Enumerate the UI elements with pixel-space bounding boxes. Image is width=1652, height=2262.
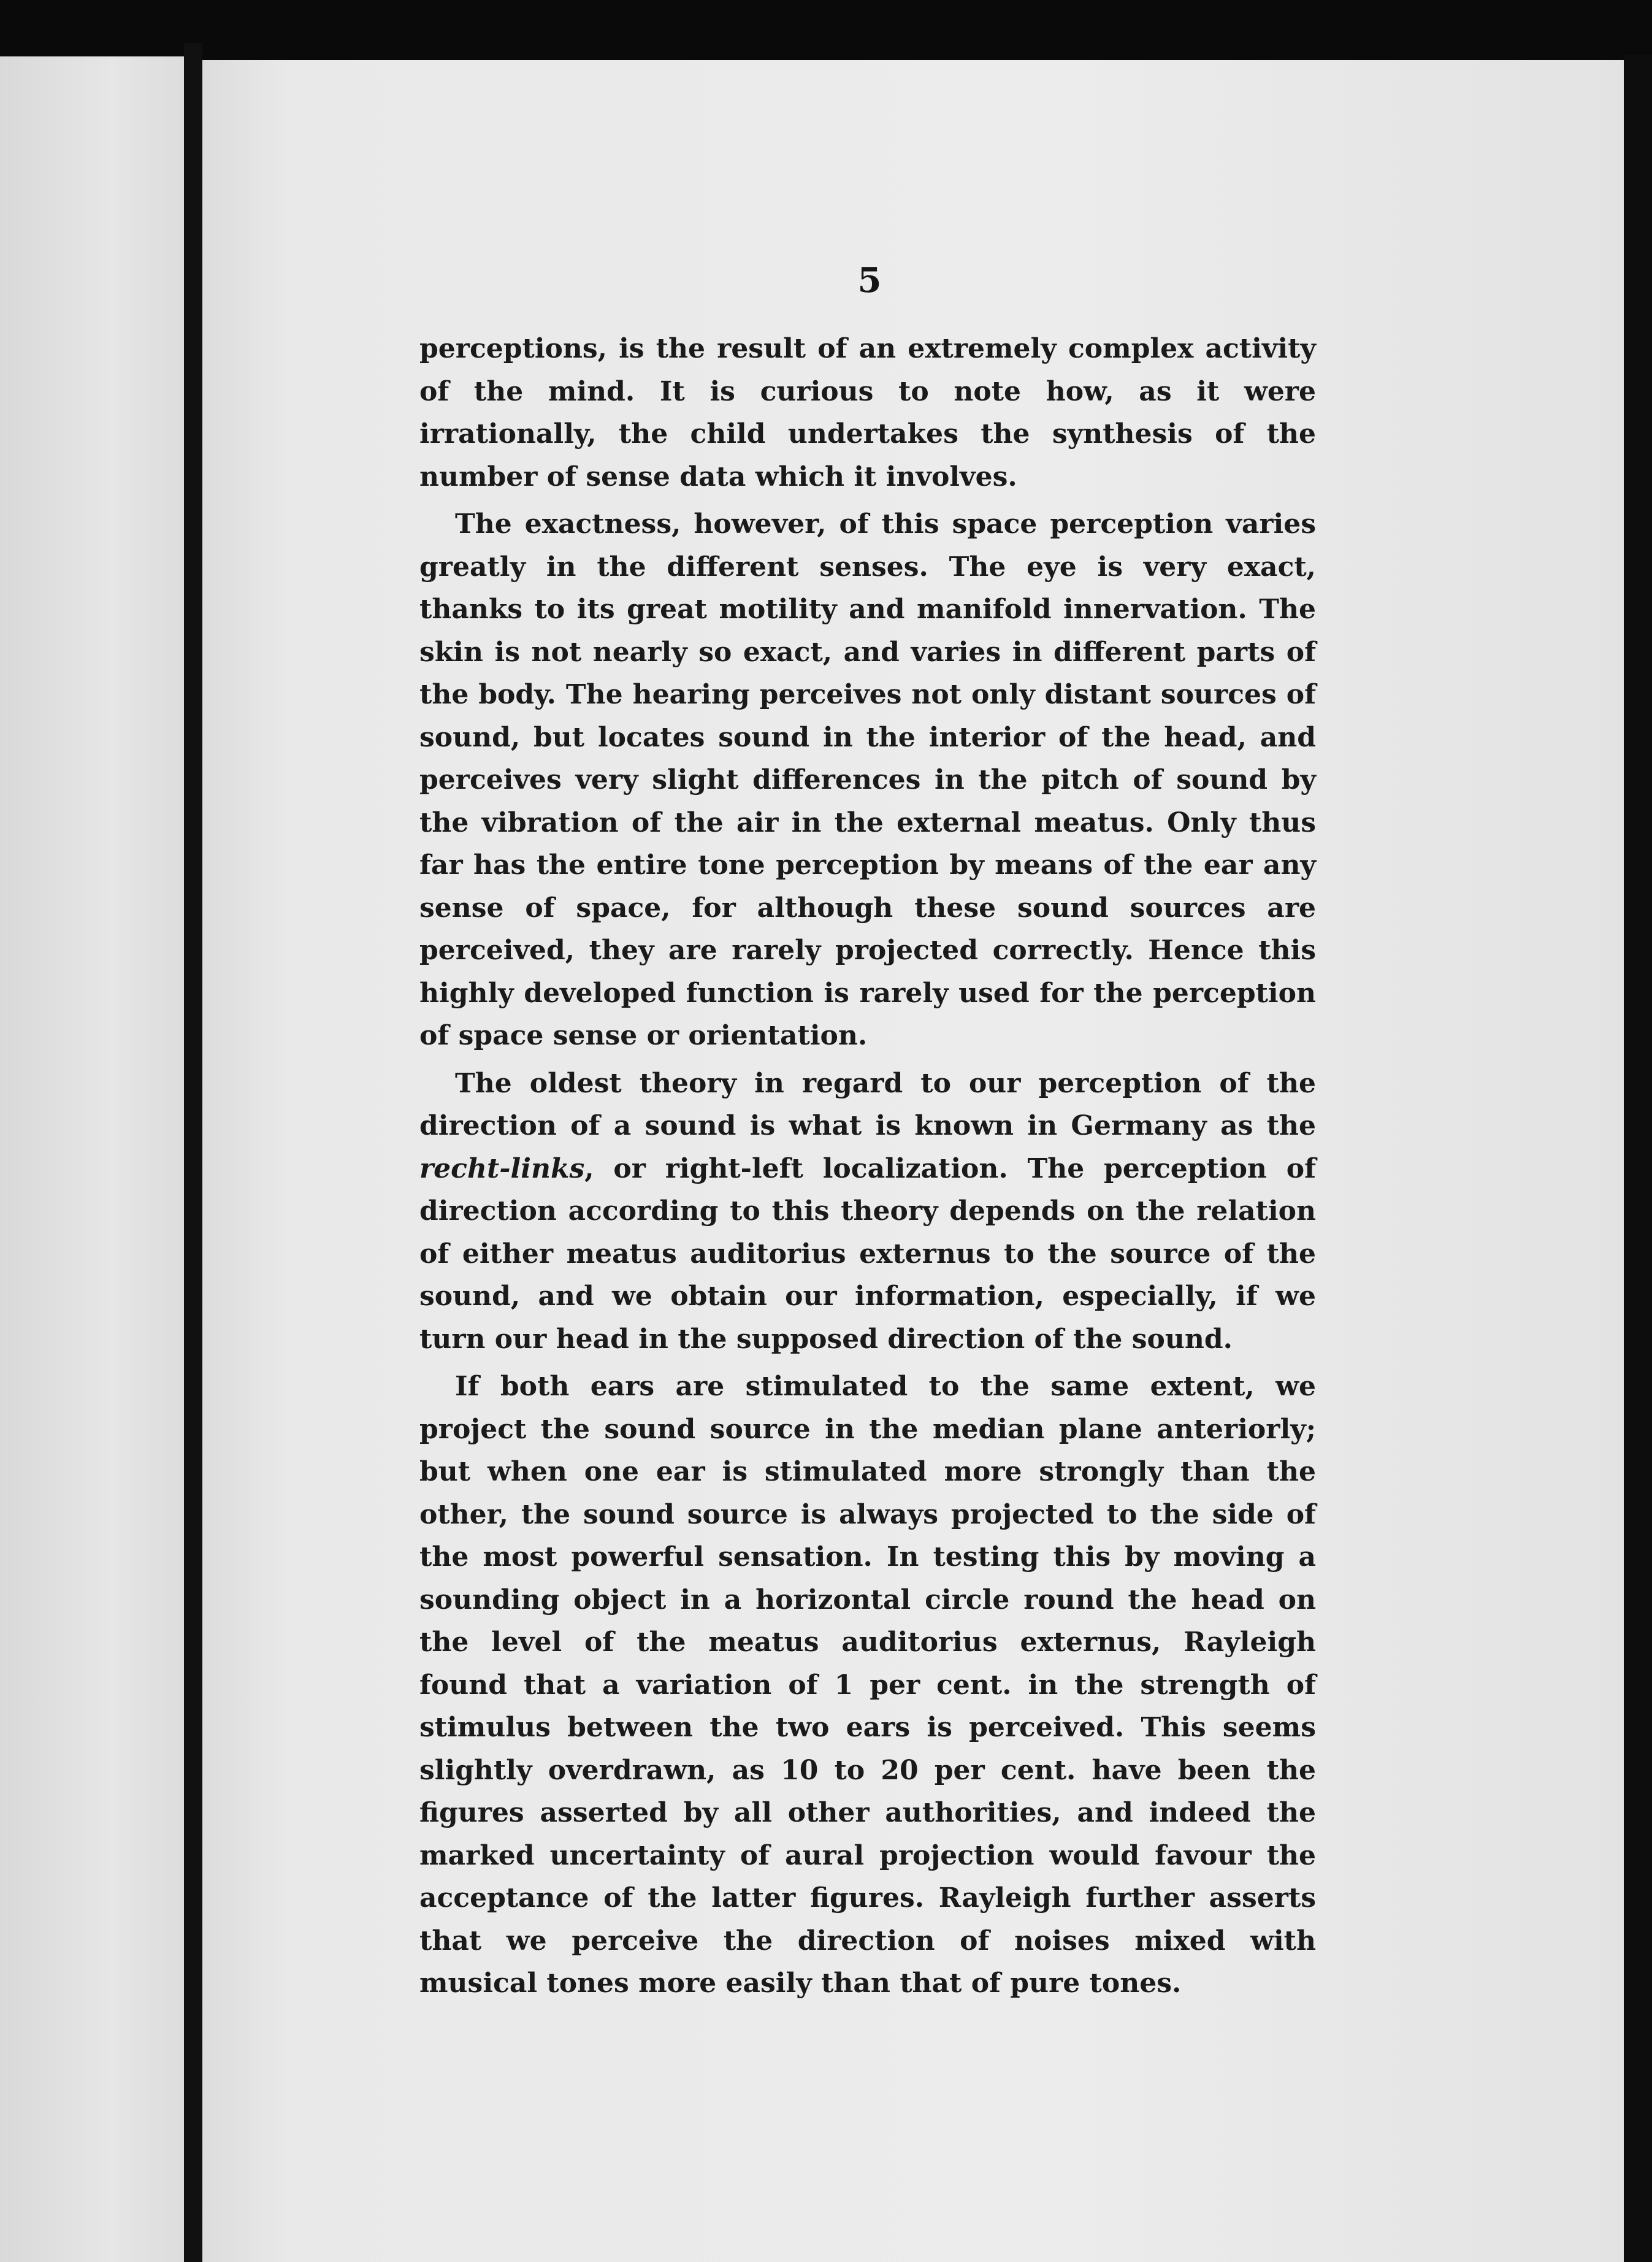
paragraph — [419, 1062, 1316, 1361]
page-number: 5 — [857, 260, 882, 301]
paragraph: perceptions, is the result of an extremely complex activity of the mind. It is curious to note how, as it were irrationally, the child undertakes the synthesis of the number of sense data which it involves. — [419, 333, 1316, 493]
italic-term: recht-links — [419, 1152, 585, 1184]
scan-top-border — [0, 0, 1652, 60]
facing-page-edge — [0, 56, 186, 2262]
paragraph: If both ears are stimulated to the same extent, we project the sound source in the median plane anteriorly; but when one ear is stimulated more strongly than the other, the sound source is always projected to the side of the most powerful sensation. In testing this by moving a sounding object in a horizontal circle round the head on the level of the meatus auditorius externus, Rayleigh found that a variation of 1 per cent. in the strength of stimulus between the two ears is perceived. This seems slightly overdrawn, as 10 to 20 per cent. have been the figures asserted by all other authorities, and indeed the marked uncertainty of aural projection would favour the acceptance of the latter figures. Rayleigh further asserts that we perceive the direction of noises mixed with musical tones more easily than that of pure tones. — [419, 1371, 1316, 1999]
paragraph-text: The oldest theory in regard to our perception of the direction of a sound is what is known in Germany as the — [419, 1067, 1316, 1141]
paragraph-text: , or right-left localization. The perception of direction according to this theory depends on the relation of either meatus auditorius externus to the source of the sound, and we obtain our information, especially, if we turn our head in the supposed direction of the sound. — [419, 1152, 1316, 1355]
scan-right-border — [1624, 55, 1652, 2262]
body-text — [419, 328, 1316, 2005]
paragraph: The exactness, however, of this space perception varies greatly in the different senses. The eye is very exact, thanks to its great motility and manifold innervation. The skin is not nearly so exact, and varies in different parts of the body. The hearing perceives not only distant sources of sound, but locates sound in the interior of the head, and perceives very slight differences in the pitch of sound by the vibration of the air in the external meatus. Only thus far has the entire tone perception by means of the ear any sense of space, for although these sound sources are perceived, they are rarely projected correctly. Hence this highly developed function is rarely used for the perception of space sense or orientation. — [419, 508, 1316, 1051]
book-gutter — [184, 43, 202, 2262]
